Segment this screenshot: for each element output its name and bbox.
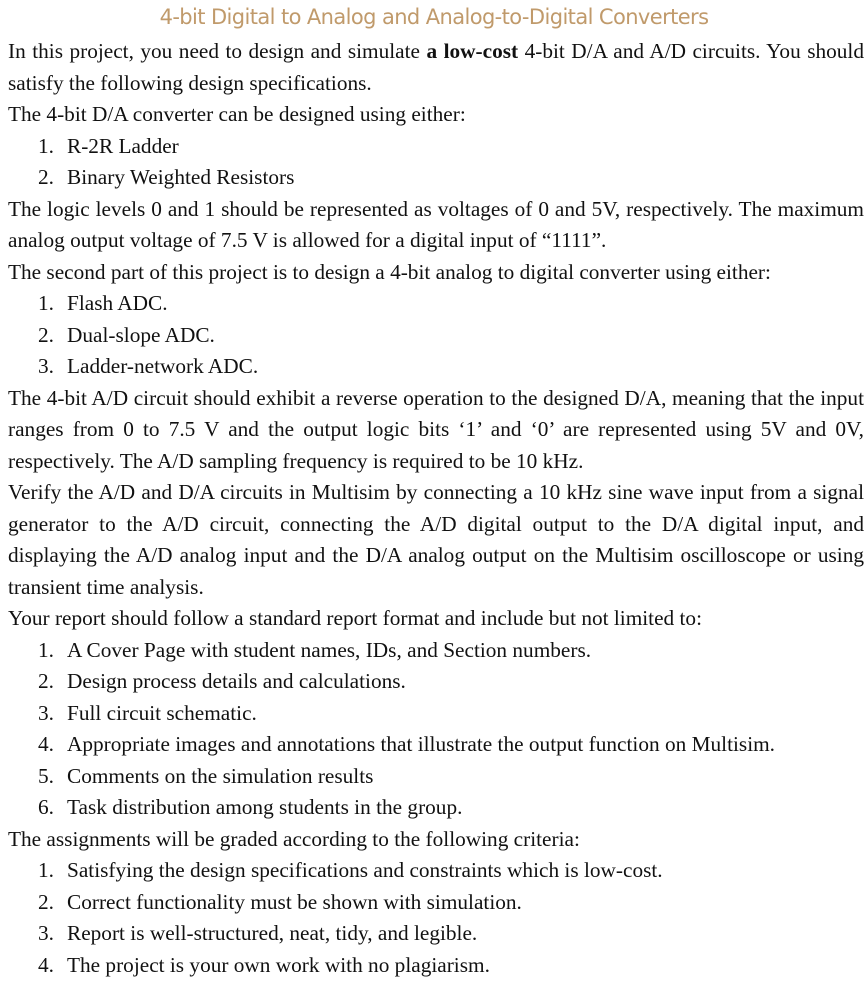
- list-text: Flash ADC.: [67, 291, 168, 315]
- list-number: 1.: [38, 133, 54, 158]
- intro-bold-text: a low-cost: [426, 39, 519, 63]
- list-number: 2.: [38, 889, 54, 914]
- list-text: Appropriate images and annotations that illustrate the output function on Multisim.: [67, 732, 775, 756]
- list-item: [8, 950, 864, 982]
- list-item: [8, 635, 864, 667]
- list-text: Full circuit schematic.: [67, 700, 257, 725]
- document-title: 4-bit Digital to Analog and Analog-to-Digital Converters: [159, 5, 709, 29]
- list-text: Task distribution among students in the group.: [67, 795, 463, 819]
- da-lead: The 4-bit D/A converter can be designed using either:: [8, 102, 466, 126]
- list-item: [8, 761, 864, 793]
- list-item: [8, 887, 864, 919]
- list-number: 5.: [38, 763, 54, 788]
- list-item: [8, 855, 864, 887]
- verification-paragraph: Verify the A/D and D/A circuits in Multisim by connecting a 10 kHz sine wave input from a signal generator to the A/D circuit, connecting the A/D digital output to the D/A digital input, and displaying the A/D analog input and the D/A analog output on the Multisim oscilloscope or using transient time analysis.: [8, 480, 864, 599]
- list-text: A Cover Page with student names, IDs, and Section numbers.: [67, 637, 592, 662]
- list-number: 3.: [38, 700, 54, 725]
- list-item: [8, 131, 864, 163]
- list-item: [8, 698, 864, 730]
- list-item: [8, 351, 864, 383]
- list-number: 2.: [38, 165, 54, 189]
- logic-levels-paragraph: The logic levels 0 and 1 should be represented as voltages of 0 and 5V, respectively. The maximum analog output voltage of 7.5 V is allowed for a digital input of “1111”.: [8, 196, 864, 252]
- list-number: 1.: [38, 637, 54, 662]
- list-number: 3.: [38, 921, 54, 945]
- list-number: 4.: [38, 732, 54, 756]
- list-number: 4.: [38, 952, 54, 977]
- list-number: 3.: [38, 354, 54, 378]
- list-number: 1.: [38, 858, 54, 882]
- list-item: [8, 162, 864, 194]
- da-options-list: [8, 131, 864, 194]
- list-item: [8, 666, 864, 698]
- report-items-list: [8, 635, 864, 824]
- list-item: [8, 729, 864, 761]
- grading-lead: The assignments will be graded according to the following criteria:: [8, 826, 580, 851]
- intro-text: In this project, you need to design and simulate: [8, 39, 427, 63]
- list-item: [8, 918, 864, 950]
- ad-options-list: [8, 288, 864, 383]
- list-number: 1.: [38, 291, 54, 315]
- list-text: Design process details and calculations.: [67, 669, 406, 693]
- grading-items-list: [8, 855, 864, 981]
- report-lead: Your report should follow a standard report format and include but not limited to:: [8, 606, 702, 630]
- list-text: R-2R Ladder: [67, 133, 179, 158]
- intro-paragraph: [8, 36, 864, 99]
- list-text: Report is well-structured, neat, tidy, and legible.: [67, 921, 478, 945]
- list-number: 6.: [38, 795, 54, 819]
- list-text: Correct functionality must be shown with simulation.: [67, 889, 522, 914]
- list-text: Dual-slope ADC.: [67, 322, 215, 347]
- list-number: 2.: [38, 669, 54, 693]
- list-text: The project is your own work with no plagiarism.: [67, 952, 490, 977]
- intro-text-end: 4-bit D/A and A/D circuits. You should satisfy the following design specifications.: [8, 39, 864, 95]
- list-text: Ladder-network ADC.: [67, 354, 259, 378]
- ad-requirement-paragraph: The 4-bit A/D circuit should exhibit a reverse operation to the designed D/A, meaning that the input ranges from 0 to 7.5 V and the output logic bits ‘1’ and ‘0’ are represented using 5V and 0V, respectively. The A/D sampling frequency is required to be 10 kHz.: [8, 385, 864, 473]
- list-text: Satisfying the design specifications and constraints which is low-cost.: [67, 858, 663, 882]
- ad-lead: The second part of this project is to design a 4-bit analog to digital converter using either:: [8, 259, 771, 284]
- list-text: Binary Weighted Resistors: [67, 165, 295, 189]
- list-item: [8, 288, 864, 320]
- document-body: [8, 36, 864, 981]
- list-number: 2.: [38, 322, 54, 347]
- list-item: [8, 320, 864, 352]
- list-item: [8, 792, 864, 824]
- list-text: Comments on the simulation results: [67, 763, 374, 788]
